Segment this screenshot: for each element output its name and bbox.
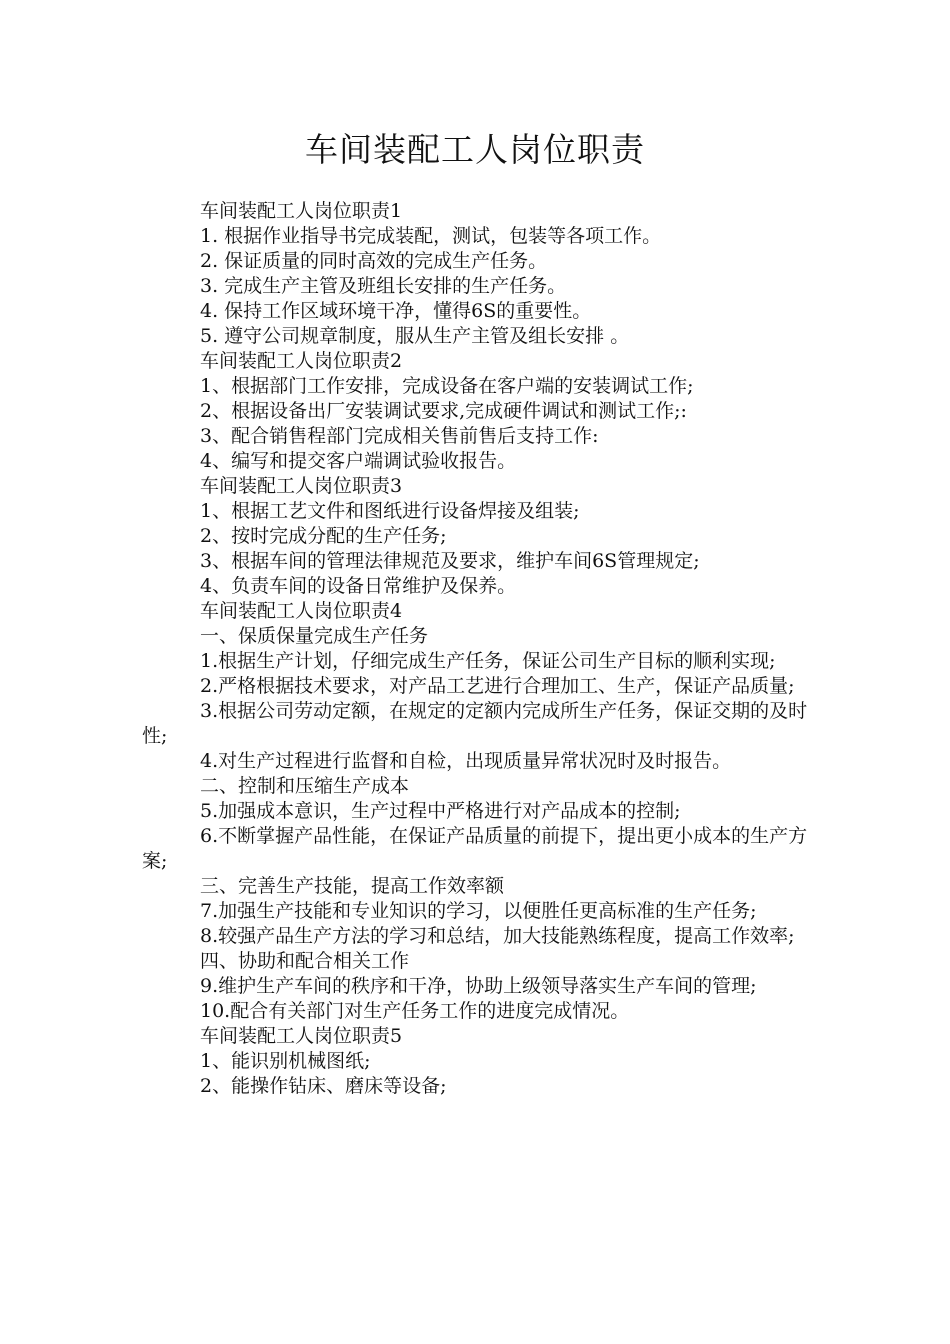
duty-item: 3、根据车间的管理法律规范及要求，维护车间6S管理规定;	[200, 550, 700, 572]
section-heading-3: 车间装配工人岗位职责3	[200, 475, 403, 497]
duty-item: 5. 遵守公司规章制度，服从生产主管及组长安排 。	[200, 325, 630, 347]
duty-item: 10.配合有关部门对生产任务工作的进度完成情况。	[200, 1000, 630, 1022]
duty-item: 4、编写和提交客户端调试验收报告。	[200, 450, 517, 472]
duty-item: 1、能识别机械图纸;	[200, 1050, 371, 1072]
subsection-heading: 四、协助和配合相关工作	[200, 950, 410, 972]
duty-item: 4. 保持工作区域环境干净，懂得6S的重要性。	[200, 300, 592, 322]
duty-item: 3.根据公司劳动定额，在规定的定额内完成所生产任务，保证交期的及时性;	[142, 700, 808, 747]
duty-item: 1、根据工艺文件和图纸进行设备焊接及组装;	[200, 500, 580, 522]
duty-item: 4、负责车间的设备日常维护及保养。	[200, 575, 517, 597]
duty-item: 4.对生产过程进行监督和自检，出现质量异常状况时及时报告。	[200, 750, 732, 772]
subsection-heading: 一、保质保量完成生产任务	[200, 625, 429, 647]
section-heading-5: 车间装配工人岗位职责5	[200, 1025, 403, 1047]
duty-item: 9.维护生产车间的秩序和干净，协助上级领导落实生产车间的管理;	[200, 975, 757, 997]
duty-item: 1.根据生产计划，仔细完成生产任务，保证公司生产目标的顺利实现;	[200, 650, 776, 672]
duty-item: 7.加强生产技能和专业知识的学习，以便胜任更高标准的生产任务;	[200, 900, 757, 922]
duty-item: 2. 保证质量的同时高效的完成生产任务。	[200, 250, 548, 272]
section-heading-1: 车间装配工人岗位职责1	[200, 200, 403, 222]
subsection-heading: 二、控制和压缩生产成本	[200, 775, 410, 797]
duty-item: 1、根据部门工作安排，完成设备在客户端的安装调试工作;	[200, 375, 694, 397]
duty-item: 2、按时完成分配的生产任务;	[200, 525, 447, 547]
duty-item: 6.不断掌握产品性能，在保证产品质量的前提下，提出更小成本的生产方案;	[142, 825, 808, 872]
duty-item: 2、能操作钻床、磨床等设备;	[200, 1075, 447, 1097]
duty-item: 2、根据设备出厂安装调试要求,完成硬件调试和测试工作;:	[200, 400, 687, 422]
document-body	[142, 199, 812, 1099]
duty-item: 2.严格根据技术要求，对产品工艺进行合理加工、生产，保证产品质量;	[200, 675, 795, 697]
duty-item: 5.加强成本意识，生产过程中严格进行对产品成本的控制;	[200, 800, 681, 822]
section-heading-2: 车间装配工人岗位职责2	[200, 350, 403, 372]
duty-item: 3、配合销售程部门完成相关售前售后支持工作:	[200, 425, 599, 447]
section-heading-4: 车间装配工人岗位职责4	[200, 600, 403, 622]
subsection-heading: 三、完善生产技能，提高工作效率额	[200, 875, 505, 897]
duty-item: 8.较强产品生产方法的学习和总结，加大技能熟练程度，提高工作效率;	[200, 925, 795, 947]
duty-item: 3. 完成生产主管及班组长安排的生产任务。	[200, 275, 567, 297]
document-title: 车间装配工人岗位职责	[305, 130, 645, 169]
duty-item: 1. 根据作业指导书完成装配，测试，包装等各项工作。	[200, 225, 662, 247]
